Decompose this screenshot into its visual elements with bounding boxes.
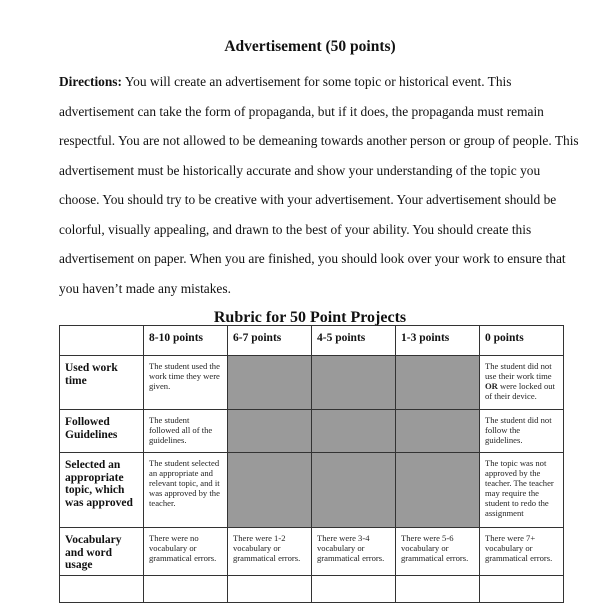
rubric-row-next-partial — [60, 575, 564, 602]
header-criterion — [60, 326, 144, 356]
header-0: 0 points — [480, 326, 564, 356]
directions-line-5: choose. You should try to be creative with your advertisement. Your advertisement should be — [59, 192, 557, 207]
rubric-row-used-work-time — [60, 356, 564, 410]
cell-8-10: The student selected an appropriate and relevant topic, and it was approved by the teacher. — [144, 453, 228, 528]
directions-line-7: advertisement on paper. When you are finished, you should look over your work to ensure that — [59, 251, 566, 266]
criterion-cell: Used work time — [60, 356, 144, 410]
cell-0: The student did not use their work time OR were locked out of their device. — [480, 356, 564, 410]
cell-0: There were 7+ vocabulary or grammatical errors. — [480, 528, 564, 576]
shaded-cell-1-3 — [396, 410, 480, 453]
rubric-title: Rubric for 50 Point Projects — [213, 309, 407, 326]
directions-line-8: you haven’t made any mistakes. — [59, 280, 231, 296]
document-title: Advertisement (50 points) — [224, 38, 396, 55]
cell-8-10: There were no vocabulary or grammatical errors. — [144, 528, 228, 576]
criterion-cell: Vocabulary and word usage — [60, 528, 144, 576]
header-4-5: 4-5 points — [312, 326, 396, 356]
shaded-cell-4-5 — [312, 356, 396, 410]
rubric-header-row — [60, 326, 564, 356]
shaded-cell-6-7 — [228, 410, 312, 453]
header-6-7: 6-7 points — [228, 326, 312, 356]
cell-6-7: There were 1-2 vocabulary or grammatical errors. — [228, 528, 312, 576]
cell-8-10: The student used the work time they were given. — [144, 356, 228, 410]
header-1-3: 1-3 points — [396, 326, 480, 356]
shaded-cell-4-5 — [312, 410, 396, 453]
criterion-cell: Selected an appropriate topic, which was approved — [60, 453, 144, 528]
shaded-cell-4-5 — [312, 453, 396, 528]
cell-8-10: The student followed all of the guidelines. — [144, 410, 228, 453]
cell-0: The student did not follow the guidelines. — [480, 410, 564, 453]
rubric-row-appropriate-topic — [60, 453, 564, 528]
directions-line-6: colorful, visually appealing, and drawn to the best of your ability. You should create this — [59, 221, 532, 237]
cell-0: The topic was not approved by the teacher. The teacher may require the student to redo the assignment — [480, 453, 564, 528]
shaded-cell-1-3 — [396, 453, 480, 528]
emphasis-or: OR — [485, 381, 498, 391]
directions-label: Directions: — [59, 74, 122, 89]
directions-paragraph — [59, 67, 579, 303]
directions-line-4: advertisement must be historically accurate and show your understanding of the topic you — [59, 162, 541, 178]
shaded-cell-6-7 — [228, 356, 312, 410]
header-8-10: 8-10 points — [144, 326, 228, 356]
shaded-cell-1-3 — [396, 356, 480, 410]
shaded-cell-6-7 — [228, 453, 312, 528]
rubric-row-followed-guidelines — [60, 410, 564, 453]
cell-1-3: There were 5-6 vocabulary or grammatical errors. — [396, 528, 480, 576]
criterion-cell: Followed Guidelines — [60, 410, 144, 453]
cell-4-5: There were 3-4 vocabulary or grammatical errors. — [312, 528, 396, 576]
directions-line-3: respectful. You are not allowed to be demeaning towards another person or group of people. This — [59, 133, 579, 148]
directions-line-2: advertisement can take the form of propaganda, but if it does, the propaganda must remain — [59, 103, 544, 119]
rubric-row-vocabulary — [60, 528, 564, 576]
directions-line-1: Directions: You will create an advertisement for some topic or historical event. This — [59, 74, 512, 89]
